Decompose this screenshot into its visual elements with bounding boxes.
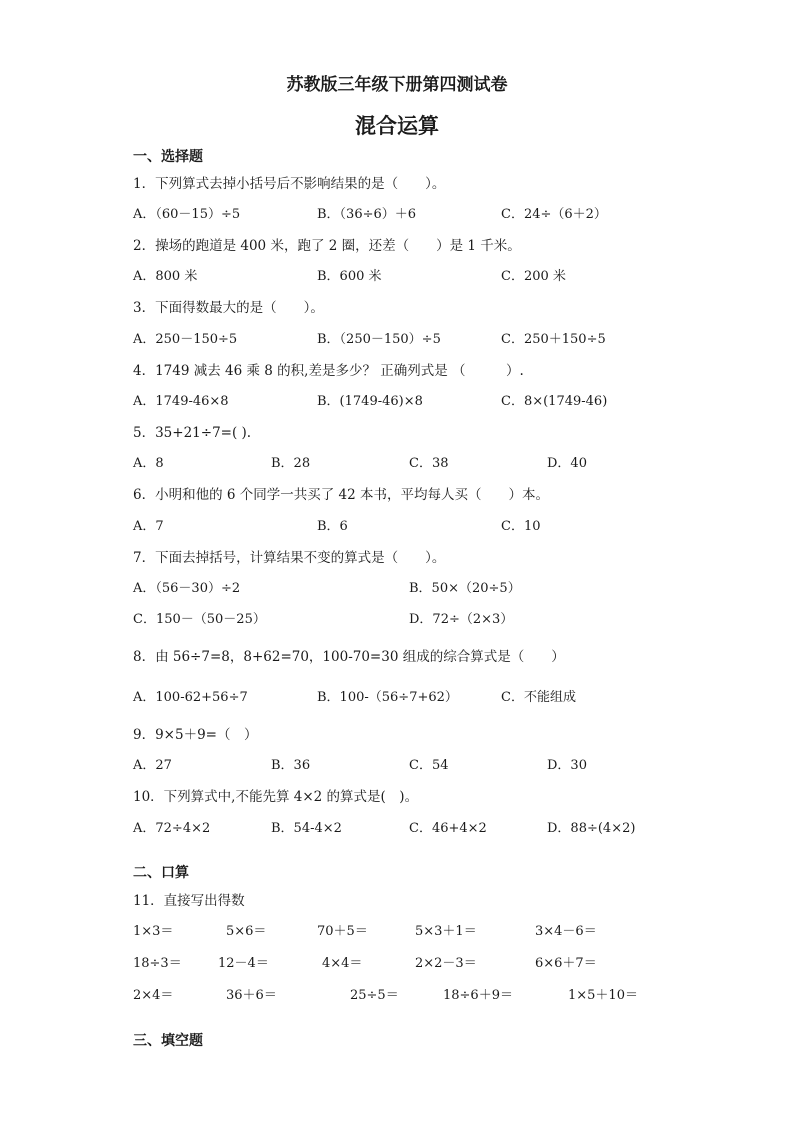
q3-option-b: B．（250－150）÷5 (317, 332, 441, 347)
calc-item: 70＋5＝ (317, 924, 368, 939)
calc-item: 6×6＋7＝ (535, 956, 597, 971)
calc-item: 5×6＝ (226, 924, 267, 939)
q1-option-a: A．（60－15）÷5 (133, 207, 241, 222)
q9-option-d: D．30 (547, 758, 587, 773)
section-heading-oral: 二、口算 (133, 865, 189, 881)
calc-item: 25÷5＝ (350, 988, 399, 1003)
q4-option-b: B．(1749-46)×8 (317, 394, 423, 409)
q1-option-c: C．24÷（6＋2） (501, 207, 607, 222)
q4-option-a: A．1749-46×8 (133, 394, 229, 409)
calc-item: 2×2－3＝ (415, 956, 477, 971)
calc-item: 1×5＋10＝ (568, 988, 638, 1003)
calc-item: 36＋6＝ (226, 988, 277, 1003)
q5-option-b: B．28 (271, 456, 311, 471)
question-11: 11．直接写出得数 (133, 893, 245, 909)
q7-option-b: B．50×（20÷5） (409, 581, 521, 596)
q9-option-a: A．27 (133, 758, 172, 773)
q2-option-a: A．800 米 (133, 269, 198, 284)
q3-option-a: A．250－150÷5 (133, 332, 238, 347)
calc-item: 5×3＋1＝ (415, 924, 477, 939)
q10-option-b: B．54-4×2 (271, 821, 342, 836)
q10-option-c: C．46+4×2 (409, 821, 487, 836)
q1-option-b: B．（36÷6）＋6 (317, 207, 417, 222)
q5-option-d: D．40 (547, 456, 587, 471)
q6-option-c: C．10 (501, 519, 541, 534)
calc-item: 4×4＝ (322, 956, 363, 971)
page-subtitle: 混合运算 (355, 113, 439, 138)
q10-option-a: A．72÷4×2 (133, 821, 211, 836)
q7-option-a: A．（56－30）÷2 (133, 581, 241, 596)
calc-item: 18÷3＝ (133, 956, 182, 971)
q8-option-a: A．100-62+56÷7 (133, 690, 248, 705)
q6-option-b: B．6 (317, 519, 348, 534)
q3-option-c: C．250＋150÷5 (501, 332, 606, 347)
q8-option-b: B．100-（56÷7+62） (317, 690, 458, 705)
q9-option-b: B．36 (271, 758, 311, 773)
question-9: 9．9×5＋9=（ ） (133, 727, 258, 743)
q5-option-a: A．8 (133, 456, 164, 471)
question-6: 6．小明和他的 6 个同学一共买了 42 本书，平均每人买（ ）本。 (133, 487, 550, 503)
question-3: 3．下面得数最大的是（ ）。 (133, 300, 324, 316)
question-10: 10．下列算式中,不能先算 4×2 的算式是( )。 (133, 789, 419, 805)
section-heading-choice: 一、选择题 (133, 149, 203, 165)
calc-item: 2×4＝ (133, 988, 174, 1003)
question-2: 2．操场的跑道是 400 米，跑了 2 圈，还差（ ）是 1 千米。 (133, 238, 521, 254)
q6-option-a: A．7 (133, 519, 164, 534)
q9-option-c: C．54 (409, 758, 449, 773)
question-4: 4．1749 减去 46 乘 8 的积,差是多少？ 正确列式是 （ ）. (133, 363, 524, 379)
calc-item: 18÷6＋9＝ (443, 988, 513, 1003)
q5-option-c: C．38 (409, 456, 449, 471)
q7-option-d: D．72÷（2×3） (409, 612, 514, 627)
q2-option-c: C．200 米 (501, 269, 566, 284)
q4-option-c: C．8×(1749-46) (501, 394, 608, 409)
question-1: 1．下列算式去掉小括号后不影响结果的是（ ）。 (133, 176, 446, 192)
page-title: 苏教版三年级下册第四测试卷 (286, 75, 508, 95)
question-8: 8．由 56÷7=8，8+62=70，100-70=30 组成的综合算式是（ ） (133, 649, 565, 665)
q7-option-c: C．150－（50－25） (133, 612, 266, 627)
question-7: 7．下面去掉括号，计算结果不变的算式是（ ）。 (133, 550, 446, 566)
calc-item: 3×4－6＝ (535, 924, 597, 939)
q2-option-b: B．600 米 (317, 269, 382, 284)
question-5: 5．35+21÷7=( ). (133, 425, 252, 441)
calc-item: 12－4＝ (218, 956, 269, 971)
q8-option-c: C．不能组成 (501, 690, 576, 705)
section-heading-fill: 三、填空题 (133, 1033, 203, 1049)
q10-option-d: D．88÷(4×2) (547, 821, 636, 836)
calc-item: 1×3＝ (133, 924, 174, 939)
